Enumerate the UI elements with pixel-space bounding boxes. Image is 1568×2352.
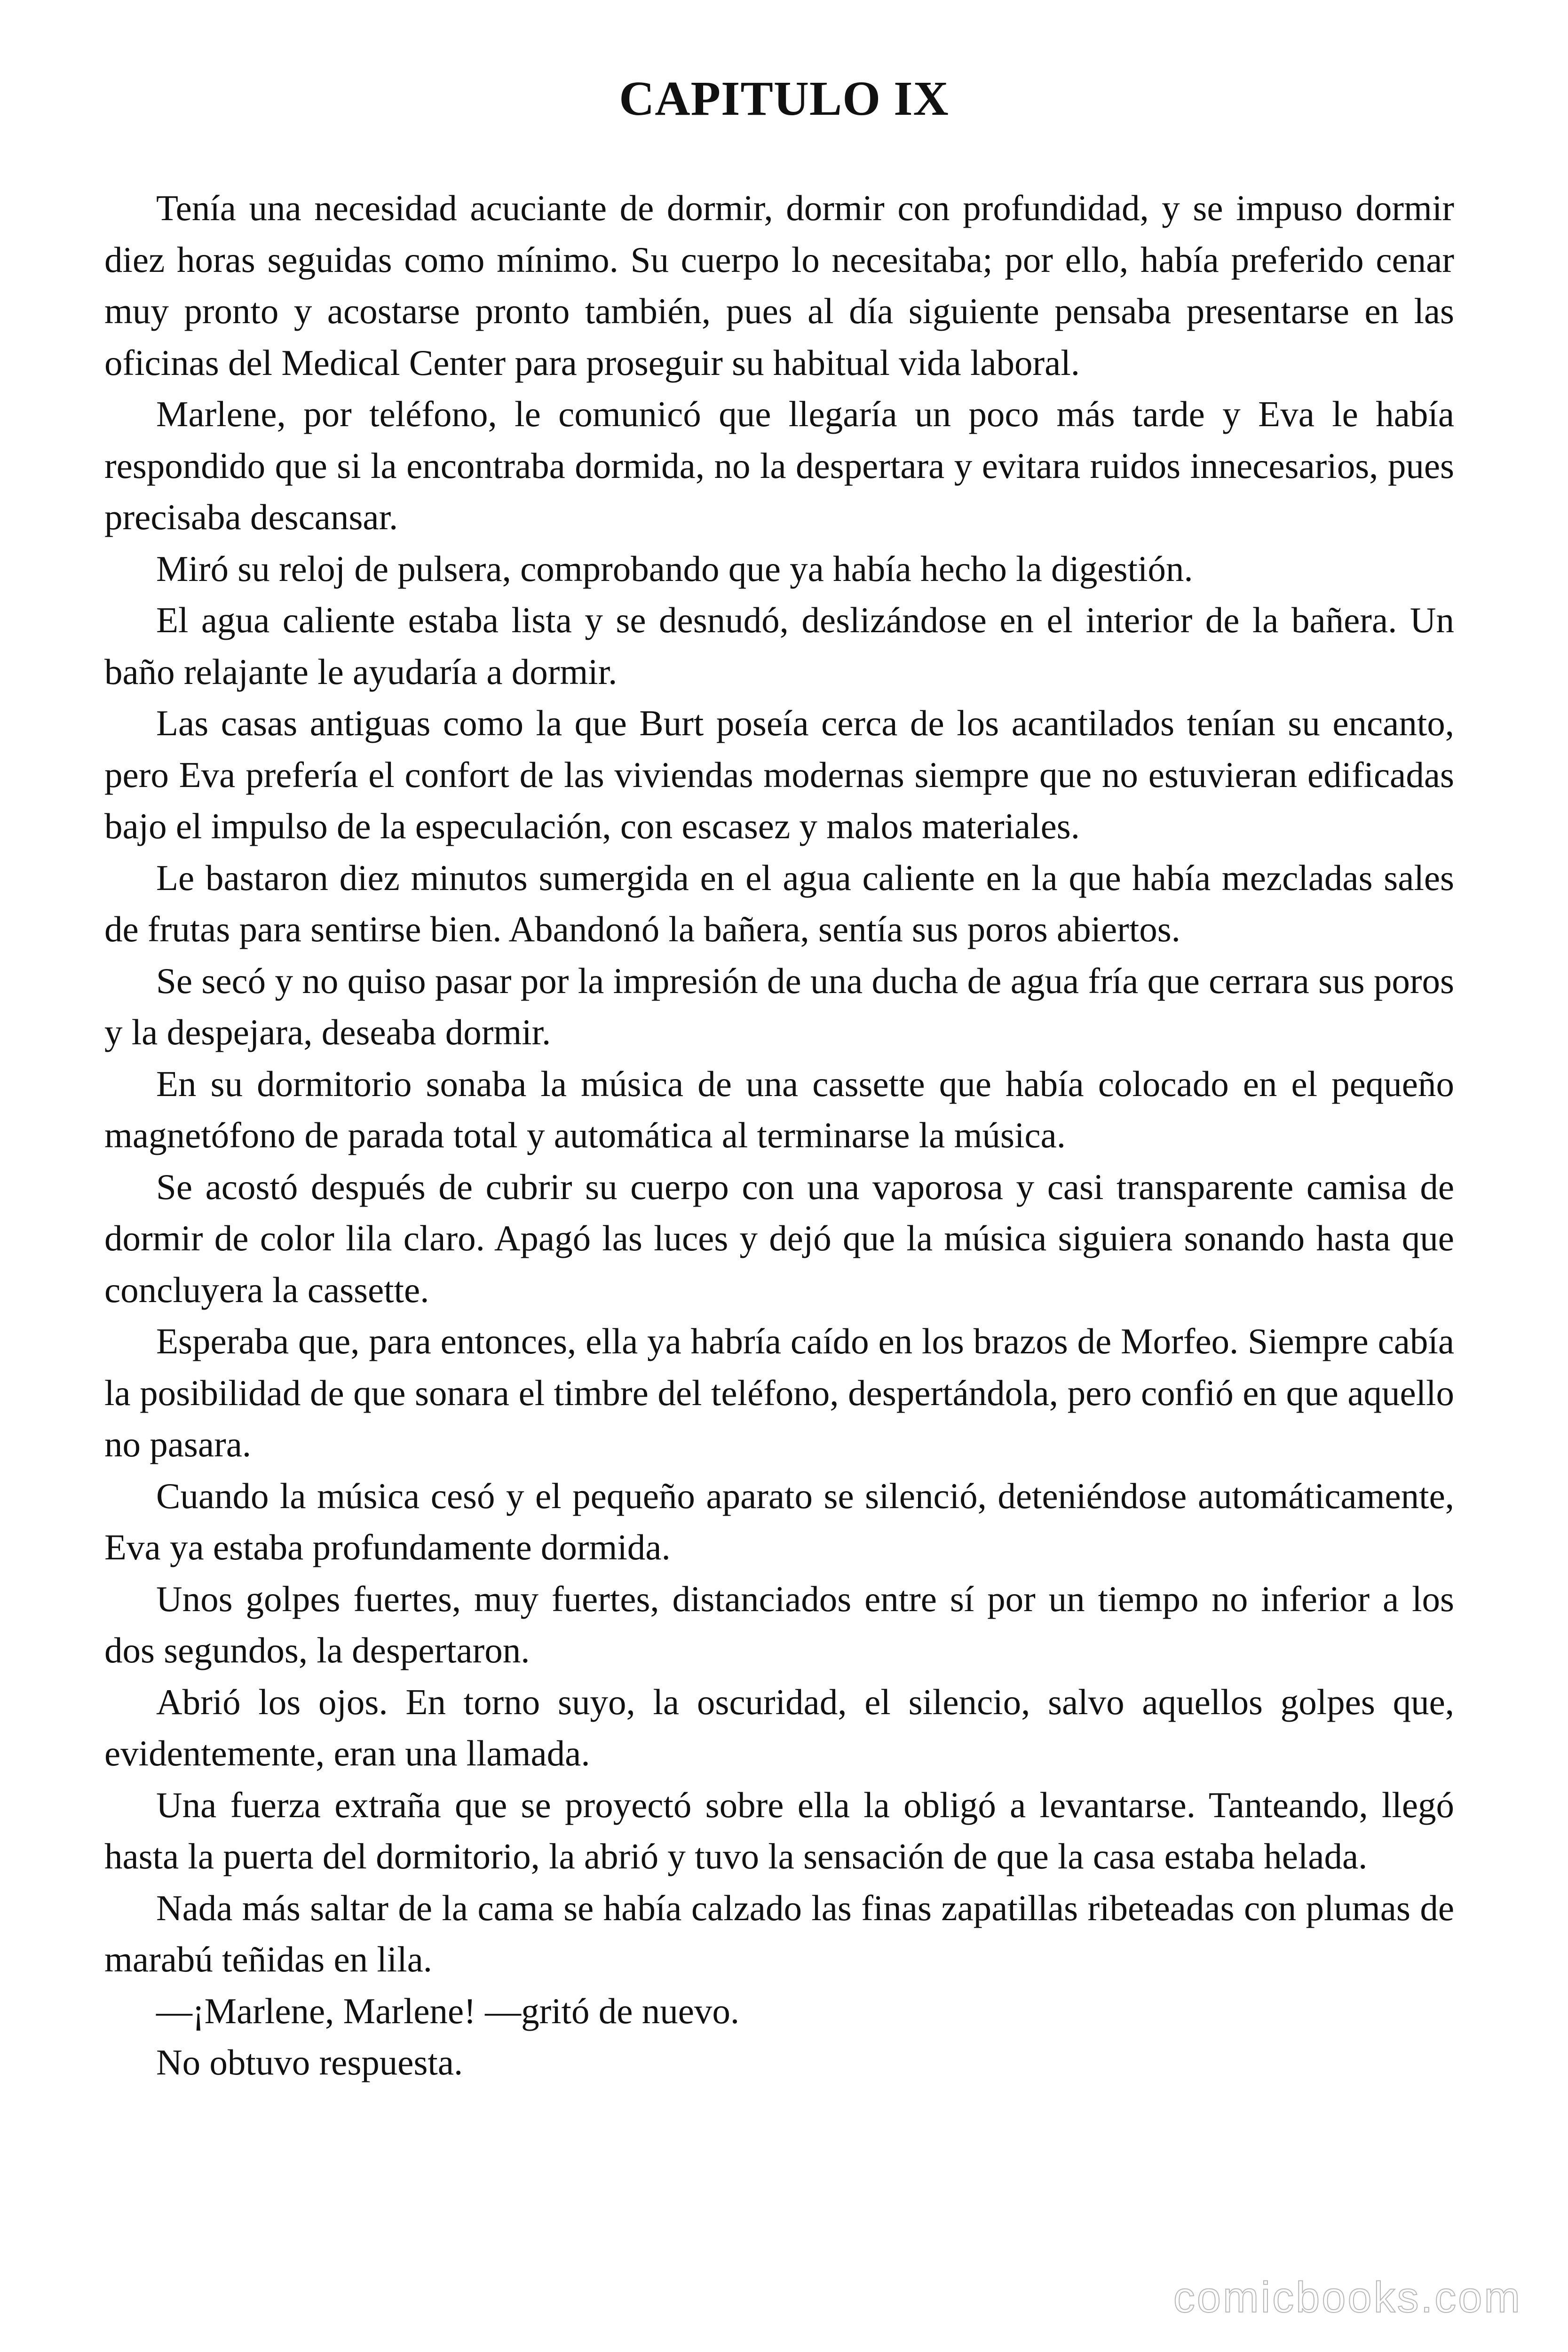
paragraph: Le bastaron diez minutos sumergida en el agua caliente en la que había mezcladas sales de frutas para sentirse bien. Abandonó la bañera, sentía sus poros abiertos. bbox=[104, 857, 1454, 949]
paragraph: El agua caliente estaba lista y se desnudó, deslizándose en el interior de la bañera. Un baño relajante le ayudaría a dormir. bbox=[104, 600, 1454, 692]
paragraph: Miró su reloj de pulsera, comprobando que ya había hecho la digestión. bbox=[156, 548, 1193, 589]
paragraph: Se acostó después de cubrir su cuerpo con una vaporosa y casi transparente camisa de dormir de color lila claro. Apagó las luces y dejó que la música siguiera sonando hasta que concluyera la cassette. bbox=[104, 1166, 1454, 1310]
paragraph: Marlene, por teléfono, le comunicó que llegaría un poco más tarde y Eva le había respondido que si la encontraba dormida, no la despertara y evitara ruidos innecesarios, pues precisaba descansar. bbox=[104, 394, 1454, 537]
chapter-title: CAPITULO IX bbox=[619, 72, 949, 126]
paragraph: Esperaba que, para entonces, ella ya habría caído en los brazos de Morfeo. Siempre cabía la posibilidad de que sonara el timbre del teléfono, despertándola, pero confió en que aquello no pasara. bbox=[104, 1321, 1454, 1464]
paragraph: Las casas antiguas como la que Burt poseía cerca de los acantilados tenían su encanto, pero Eva prefería el confort de las viviendas modernas siempre que no estuvieran edificadas bajo el impulso de la especulación, con escasez y malos materiales. bbox=[104, 703, 1454, 846]
paragraph: Abrió los ojos. En torno suyo, la oscuridad, el silencio, salvo aquellos golpes que, evidentemente, eran una llamada. bbox=[104, 1681, 1454, 1773]
paragraph: Una fuerza extraña que se proyectó sobre ella la obligó a levantarse. Tanteando, llegó hasta la puerta del dormitorio, la abrió y tuvo la sensación de que la casa estaba helada. bbox=[104, 1784, 1454, 1876]
paragraph: No obtuvo respuesta. bbox=[156, 2042, 463, 2082]
paragraph: Se secó y no quiso pasar por la impresión de una ducha de agua fría que cerrara sus poros y la despejara, deseaba dormir. bbox=[104, 960, 1454, 1052]
paragraph: Tenía una necesidad acuciante de dormir, dormir con profundidad, y se impuso dormir diez horas seguidas como mínimo. Su cuerpo lo necesitaba; por ello, había preferido cenar muy pronto y acostarse pronto también, pues al día siguiente pensaba presentarse en las oficinas del Medical Center para proseguir su habitual vida laboral. bbox=[104, 188, 1454, 383]
paragraph: En su dormitorio sonaba la música de una cassette que había colocado en el pequeño magnetófono de parada total y automática al terminarse la música. bbox=[104, 1063, 1454, 1155]
dialogue-paragraph: —¡Marlene, Marlene! —gritó de nuevo. bbox=[156, 1990, 740, 2031]
paragraph: Unos golpes fuertes, muy fuertes, distanciados entre sí por un tiempo no inferior a los dos segundos, la despertaron. bbox=[104, 1578, 1454, 1670]
chapter-body bbox=[104, 183, 1454, 2089]
watermark: comicbooks.com bbox=[1173, 2273, 1522, 2321]
paragraph: Nada más saltar de la cama se había calzado las finas zapatillas ribeteadas con plumas de marabú teñidas en lila. bbox=[104, 1887, 1454, 1979]
paragraph: Cuando la música cesó y el pequeño aparato se silenció, deteniéndose automáticamente, Eva ya estaba profundamente dormida. bbox=[104, 1475, 1454, 1567]
